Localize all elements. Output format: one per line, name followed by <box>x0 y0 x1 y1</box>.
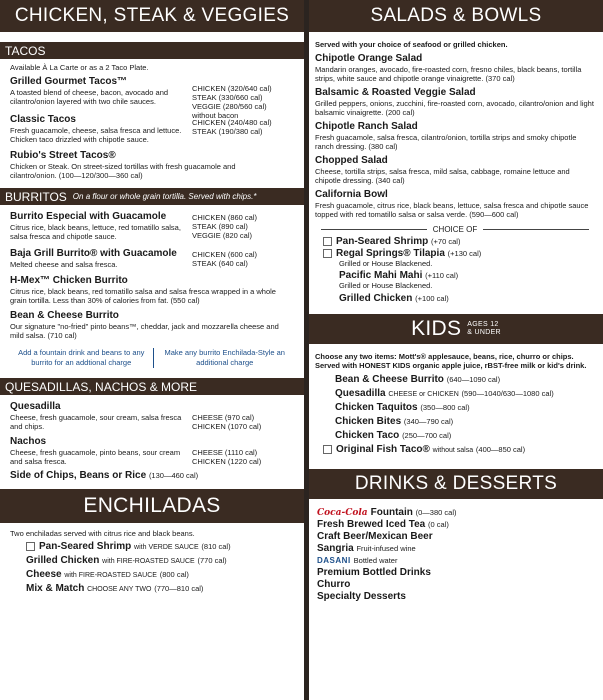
drink-item <box>309 567 603 578</box>
item-desc: Cheese, fresh guacamole, pinto beans, sour cream and salsa fresca. <box>10 448 181 466</box>
item-desc: Melted cheese and salsa fresca. <box>10 260 118 269</box>
option: STEAK (890 cal) <box>192 222 248 231</box>
item-name: Chicken Bites <box>335 416 402 427</box>
item-name: Fountain <box>370 507 413 518</box>
drink-item <box>309 543 603 554</box>
item-desc: A toasted blend of cheese, bacon, avocado and cilantro/onion layered with two chile sauces. <box>10 88 169 106</box>
item-name: Original Fish Taco® <box>336 444 430 455</box>
item-cal: (590—1040/630—1080 cal) <box>461 389 554 398</box>
item-name: Balsamic & Roasted Veggie Salad <box>315 87 476 98</box>
menu-item <box>10 211 296 241</box>
item-desc: Fresh guacamole, salsa fresca, cilantro/onion, tortilla strips and smoky chipotle ranch dressing. (380 cal) <box>315 133 577 151</box>
item-sub: (0 cal) <box>427 520 449 529</box>
item-name: Baja Grill Burrito® with Guacamole <box>10 248 177 259</box>
checkbox-icon <box>26 542 35 551</box>
choice-cal: (+100 cal) <box>415 294 449 303</box>
item-desc: Cheese, fresh guacamole, sour cream, salsa fresca and chips. <box>10 413 182 431</box>
side-name: Side of Chips, Beans or Rice <box>10 470 147 481</box>
option: STEAK (640 cal) <box>192 259 248 268</box>
item-sub: CHEESE or CHICKEN <box>388 391 459 398</box>
kids-ages <box>467 321 501 337</box>
option: VEGGIE (280/560 cal) <box>192 102 267 111</box>
burritos-header <box>0 188 304 205</box>
protein-choice <box>315 248 595 259</box>
choice-name: Grilled Chicken <box>339 293 413 304</box>
item-name: Grilled Chicken <box>26 555 100 566</box>
item-sub: with FIRE-ROASTED SAUCE <box>64 572 157 579</box>
tacos-header <box>0 42 304 59</box>
salad-item <box>315 121 595 151</box>
item-desc: Chicken or Steak. On street-sized tortillas with fresh guacamole and cilantro/onion. (100—120/300—360 cal) <box>10 162 236 180</box>
item-options <box>192 448 261 466</box>
menu-item <box>10 114 296 144</box>
item-desc: Mandarin oranges, avocado, fire-roasted corn, fresno chiles, black beans, tortilla strips, white sauce and chipotle orange vinaigrette. (370 cal) <box>315 65 582 83</box>
item-name: Bean & Cheese Burrito <box>335 374 444 385</box>
item-options <box>192 413 261 431</box>
kids-item <box>315 430 595 441</box>
salads-intro: Served with your choice of seafood or grilled chicken. <box>315 40 508 49</box>
item-desc: Citrus rice, black beans, red tomatillo salsa and salsa fresca wrapped in a whole grain tortilla. Less than 30% of calories from fat. (550 cal) <box>10 287 276 305</box>
drink-item <box>309 555 603 566</box>
item-name: Craft Beer/Mexican Beer <box>317 531 433 542</box>
item-sub: without salsa <box>432 447 474 454</box>
item-name: Grilled Gourmet Tacos™ <box>10 76 128 87</box>
burrito-upsell <box>10 348 296 368</box>
kids-item <box>315 444 595 455</box>
item-cal: (770—810 cal) <box>154 584 204 593</box>
enchiladas-intro: Two enchiladas served with citrus rice and black beans. <box>10 529 195 538</box>
menu-item <box>10 248 296 269</box>
item-sub: with VERDE SAUCE <box>134 544 199 551</box>
checkbox-icon <box>323 237 332 246</box>
choice-cal: (+70 cal) <box>431 237 461 246</box>
upsell-enchilada-style: Make any burrito Enchilada-Style an additional charge <box>164 348 285 367</box>
option: CHICKEN (860 cal) <box>192 213 258 222</box>
checkbox-icon <box>323 445 332 454</box>
item-cal: (350—800 cal) <box>420 403 470 412</box>
upsell-fountain-beans: Add a fountain drink and beans to any burrito for an addtional charge <box>18 348 145 367</box>
salad-item <box>315 189 595 219</box>
option: CHICKEN (1070 cal) <box>192 422 262 431</box>
item-name: Premium Bottled Drinks <box>317 567 431 578</box>
enchilada-item <box>10 569 296 580</box>
item-sub: Bottled water <box>353 556 398 565</box>
drink-item <box>309 507 603 518</box>
kids-title: KIDS <box>411 317 462 340</box>
menu-item <box>10 275 296 305</box>
item-options <box>192 250 257 268</box>
right-column <box>309 0 603 700</box>
item-name: Nachos <box>10 436 47 447</box>
kids-ages-line2: & UNDER <box>467 329 501 336</box>
item-options <box>192 118 272 136</box>
item-name: Specialty Desserts <box>317 591 406 602</box>
side-cal: (130—460 cal) <box>148 471 199 480</box>
drink-item <box>309 591 603 602</box>
item-name: Sangria <box>317 543 354 554</box>
item-name: Pan-Seared Shrimp <box>39 541 132 552</box>
tacos-title: TACOS <box>5 43 46 58</box>
salad-item <box>315 87 595 117</box>
option: CHICKEN (600 cal) <box>192 250 258 259</box>
choice-sub: Grilled or House Blackened. <box>339 281 433 290</box>
item-desc: Fresh guacamole, cheese, salsa fresca and lettuce. Chicken taco drizzled with chipotle sauce. <box>10 126 182 144</box>
kids-item <box>315 416 595 427</box>
item-name: Mix & Match <box>26 583 85 594</box>
item-name: Churro <box>317 579 351 590</box>
choice-name: Pacific Mahi Mahi <box>339 270 423 281</box>
kids-item <box>315 402 595 413</box>
item-sub: CHOOSE ANY TWO <box>87 586 152 593</box>
item-name: Chipotle Ranch Salad <box>315 121 418 132</box>
drink-item <box>309 579 603 590</box>
item-desc: Grilled peppers, onions, zucchini, fire-roasted corn, avocado, cilantro/onion and light balsamic vinaigrette. (200 cal) <box>315 99 594 117</box>
item-name: Chicken Taquitos <box>335 402 418 413</box>
item-name: Chipotle Orange Salad <box>315 53 423 64</box>
item-name: Cheese <box>26 569 62 580</box>
option: CHICKEN (240/480 cal) <box>192 118 272 127</box>
enchiladas-header: ENCHILADAS <box>0 489 304 523</box>
option: CHICKEN (1220 cal) <box>192 457 262 466</box>
kids-ages-line1: AGES 12 <box>467 321 499 328</box>
salad-item <box>315 53 595 83</box>
item-desc: Our signature "no-fried" pinto beans™, cheddar, jack and mozzarella cheese and mild salsa. (710 cal) <box>10 322 279 340</box>
dasani-logo-icon: DASANI <box>317 556 351 565</box>
item-desc: Citrus rice, black beans, lettuce, red tomatillo salsa, salsa fresca and chipotle sauce. <box>10 223 181 241</box>
item-name: Chopped Salad <box>315 155 388 166</box>
menu-item <box>10 401 296 431</box>
item-cal: (640—1090 cal) <box>446 375 501 384</box>
menu-item <box>10 436 296 466</box>
option: CHICKEN (320/640 cal) <box>192 84 272 93</box>
tacos-intro: Available À La Carte or as a 2 Taco Plate. <box>10 63 149 72</box>
kids-item <box>315 374 595 385</box>
coca-cola-logo-icon: Coca-Cola <box>317 508 368 518</box>
item-desc: Fresh guacamole, citrus rice, black beans, lettuce, salsa fresca and chipotle sauce topped with red tomatillo salsa or salsa verde. (590—600 cal) <box>315 201 589 219</box>
drinks-desserts-header: DRINKS & DESSERTS <box>309 469 603 499</box>
quesadillas-header <box>0 378 304 395</box>
item-desc: Cheese, tortilla strips, salsa fresca, mild salsa, cabbage, romaine lettuce and chipotle dressing. (340 cal) <box>315 167 570 185</box>
item-name: Bean & Cheese Burrito <box>10 310 119 321</box>
item-options <box>192 213 257 240</box>
burritos-note: On a flour or whole grain tortilla. Served with chips.* <box>72 192 257 201</box>
item-name: H-Mex™ Chicken Burrito <box>10 275 128 286</box>
option: without bacon <box>192 111 239 120</box>
item-sub: Fruit-infused wine <box>356 544 416 553</box>
enchilada-item <box>10 541 296 552</box>
item-cal: (340—790 cal) <box>403 417 454 426</box>
item-sub: (0—380 cal) <box>415 508 457 517</box>
enchilada-item <box>10 555 296 566</box>
item-name: Fresh Brewed Iced Tea <box>317 519 426 530</box>
option: CHEESE (1110 cal) <box>192 448 258 457</box>
side-item <box>10 470 296 481</box>
option: STEAK (330/660 cal) <box>192 93 263 102</box>
item-name: Chicken Taco <box>335 430 400 441</box>
item-cal: (800 cal) <box>159 570 189 579</box>
salads-bowls-header: SALADS & BOWLS <box>309 0 603 32</box>
protein-choice <box>315 293 595 304</box>
item-cal: (400—850 cal) <box>475 445 526 454</box>
kids-intro: Choose any two items: Mott's® applesauce, beans, rice, churro or chips. Served with HONEST KIDS organic apple juice, rBST-free milk or kid's drink. <box>315 352 587 370</box>
option: STEAK (190/380 cal) <box>192 127 263 136</box>
drink-item <box>309 519 603 530</box>
protein-choice <box>315 236 595 247</box>
burritos-title: BURRITOS <box>5 189 67 204</box>
item-name: Quesadilla <box>335 388 386 399</box>
choice-cal: (+130 cal) <box>447 249 482 258</box>
choice-of-label: CHOICE OF <box>315 225 595 234</box>
chicken-steak-veggies-header: CHICKEN, STEAK & VEGGIES <box>0 0 304 32</box>
item-sub: with FIRE-ROASTED SAUCE <box>102 558 195 565</box>
choice-name: Pan-Seared Shrimp <box>336 236 429 247</box>
menu-item <box>10 310 296 340</box>
item-name: Rubio's Street Tacos® <box>10 150 116 161</box>
item-name: Classic Tacos <box>10 114 76 125</box>
menu-item <box>10 150 296 180</box>
item-name: Burrito Especial with Guacamole <box>10 211 167 222</box>
item-cal: (810 cal) <box>201 542 231 551</box>
item-cal: (250—700 cal) <box>402 431 452 440</box>
item-name: Quesadilla <box>10 401 61 412</box>
option: VEGGIE (820 cal) <box>192 231 253 240</box>
choice-name: Regal Springs® Tilapia <box>336 248 445 259</box>
checkbox-icon <box>323 249 332 258</box>
item-name: California Bowl <box>315 189 388 200</box>
choice-cal: (+110 cal) <box>425 271 459 280</box>
option: CHEESE (970 cal) <box>192 413 255 422</box>
kids-item <box>315 388 595 399</box>
quesadillas-title: QUESADILLAS, NACHOS & MORE <box>5 379 198 394</box>
choice-sub: Grilled or House Blackened. <box>339 259 433 268</box>
drink-item <box>309 531 603 542</box>
salad-item <box>315 155 595 185</box>
protein-choice <box>315 270 595 281</box>
item-cal: (770 cal) <box>197 556 227 565</box>
kids-header <box>309 314 603 344</box>
enchilada-item <box>10 583 296 594</box>
